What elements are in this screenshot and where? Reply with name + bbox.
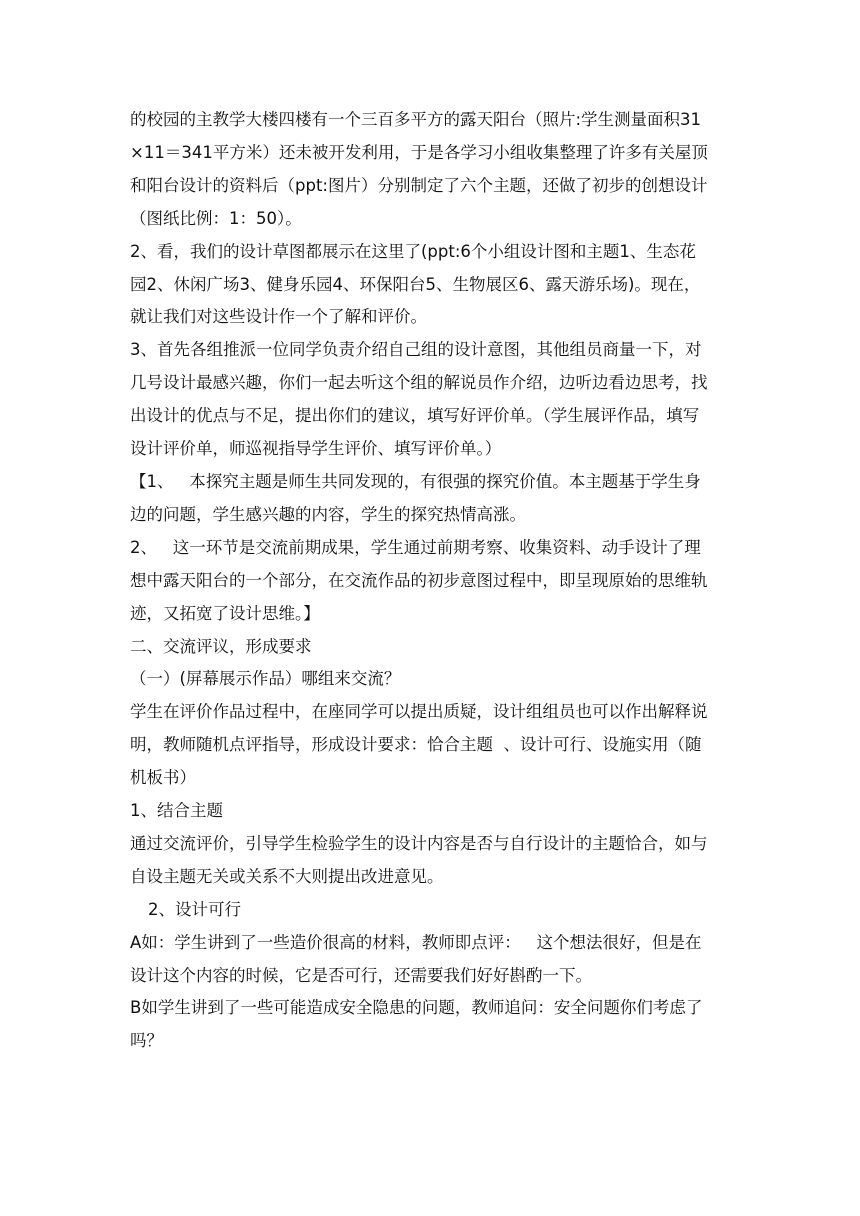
text-line: 2、 这一环节是交流前期成果，学生通过前期考察、收集资料、动手设计了理: [130, 537, 701, 557]
text-line: 几号设计最感兴趣，你们一起去听这个组的解说员作介绍，边听边看边思考，找: [130, 373, 708, 393]
text-line: （图纸比例：1：50）。: [130, 208, 302, 228]
text-line: 明，教师随机点评指导，形成设计要求：恰合主题 、设计可行、设施实用（随: [130, 735, 702, 755]
text-line: B如学生讲到了一些可能造成安全隐患的问题，教师追问：安全问题你们考虑了: [130, 998, 703, 1018]
text-line: 【1、 本探究主题是师生共同发现的，有很强的探究价值。本主题基于学生身: [130, 471, 701, 491]
text-line: 自设主题无关或关系不大则提出改进意见。: [130, 866, 444, 886]
subsection-heading: 2、设计可行: [148, 899, 241, 919]
text-line: 就让我们对这些设计作一个了解和评价。: [130, 307, 427, 327]
text-line: 边的问题，学生感兴趣的内容，学生的探究热情高涨。: [130, 504, 526, 524]
text-line: 和阳台设计的资料后（ppt:图片）分别制定了六个主题，还做了初步的创想设计: [130, 175, 708, 195]
subsection-heading: 1、结合主题: [130, 801, 223, 821]
text-line: 设计这个内容的时候，它是否可行，还需要我们好好斟酌一下。: [130, 965, 592, 985]
text-line: 机板书）: [130, 768, 196, 788]
text-line: 设计评价单，师巡视指导学生评价、填写评价单。）: [130, 439, 502, 459]
text-line: 想中露天阳台的一个部分，在交流作品的初步意图过程中，即呈现原始的思维轨: [130, 570, 708, 590]
text-line: 园2、休闲广场3、健身乐园4、环保阳台5、生物展区6、露天游乐场)。现在，: [130, 274, 701, 294]
text-line: 3、首先各组推派一位同学负责介绍自己组的设计意图，其他组员商量一下，对: [130, 340, 702, 360]
text-line: 的校园的主教学大楼四楼有一个三百多平方的露天阳台（照片:学生测量面积31: [130, 110, 702, 129]
text-line: 学生在评价作品过程中，在座同学可以提出质疑，设计组组员也可以作出解释说: [130, 702, 708, 722]
text-line: ×11＝341平方米）还未被开发利用，于是各学习小组收集整理了许多有关屋顶: [130, 142, 708, 162]
text-line: 2、看，我们的设计草图都展示在这里了(ppt:6个小组设计图和主题1、生态花: [130, 241, 696, 261]
text-line: 通过交流评价，引导学生检验学生的设计内容是否与自行设计的主题恰合，如与: [130, 833, 708, 853]
section-heading: 二、交流评议，形成要求: [130, 636, 312, 656]
text-line: （一）(屏幕展示作品）哪组来交流？: [130, 669, 401, 689]
text-line: A如：学生讲到了一些造价很高的材料，教师即点评： 这个想法很好，但是在: [130, 932, 702, 952]
text-line: 出设计的优点与不足，提出你们的建议，填写好评价单。（学生展评作品，填写: [130, 406, 700, 426]
text-line: 迹，又拓宽了设计思维。】: [130, 603, 320, 623]
text-line: 吗？: [130, 1031, 163, 1051]
